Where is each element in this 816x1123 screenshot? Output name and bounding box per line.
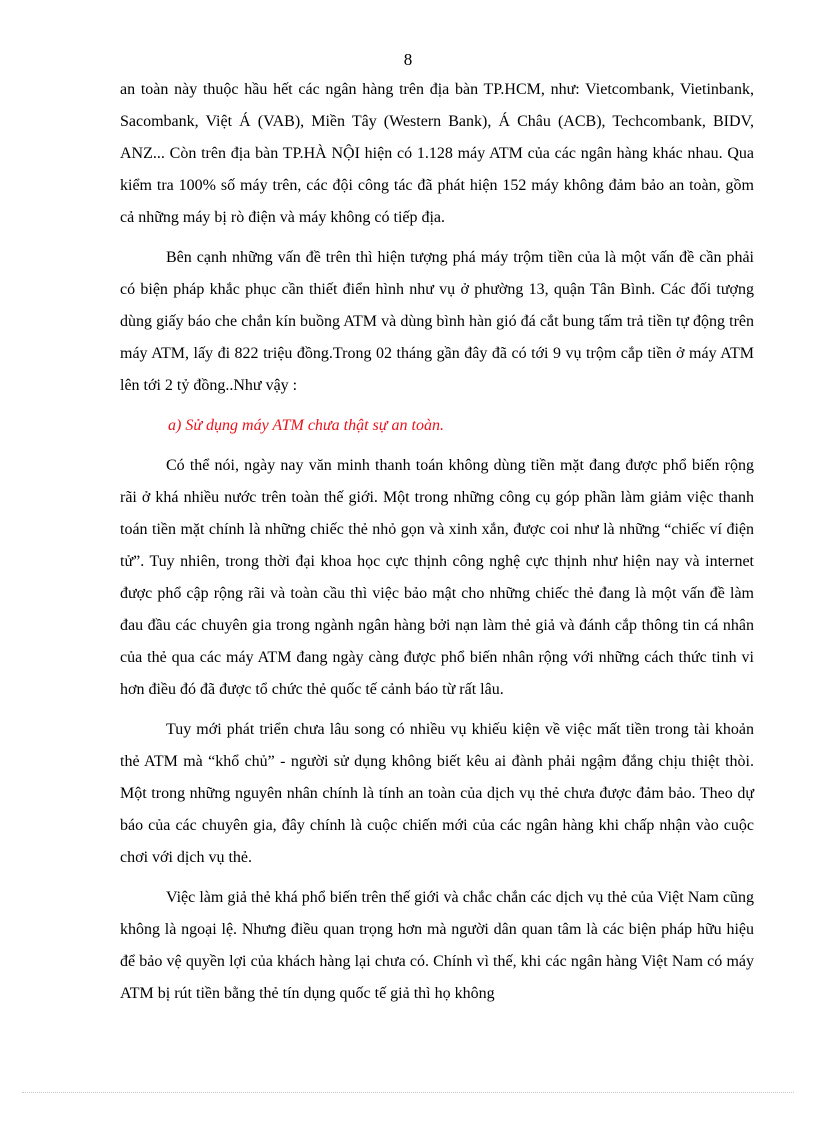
paragraph-card-forgery: Việc làm giả thẻ khá phổ biến trên thế giới và chắc chắn các dịch vụ thẻ của Việt Nam cũng không là ngoại lệ. Nhưng điều quan trọng hơn mà người dân quan tâm là các biện pháp hữu hiệu để bảo vệ quyền lợi của khách hàng lại chưa có. Chính vì thế, khi các ngân hàng Việt Nam có máy ATM bị rút tiền bằng thẻ tín dụng quốc tế giả thì họ không [120, 889, 754, 1002]
paragraph-complaints: Tuy mới phát triển chưa lâu song có nhiều vụ khiếu kiện về việc mất tiền trong tài khoản thẻ ATM mà “khổ chủ” - người sử dụng không biết kêu ai đành phải ngậm đắng chịu thiệt thòi. Một trong những nguyên nhân chính là tính an toàn của dịch vụ thẻ chưa được đảm bảo. Theo dự báo của các chuyên gia, đây chính là cuộc chiến mới của các ngân hàng khi chấp nhận vào cuộc chơi với dịch vụ thẻ. [120, 721, 754, 866]
paragraph-continuation: an toàn này thuộc hầu hết các ngân hàng trên địa bàn TP.HCM, như: Vietcombank, Vietinbank, Sacombank, Việt Á (VAB), Miền Tây (Western Bank), Á Châu (ACB), Techcombank, BIDV, ANZ... Còn trên địa bàn TP.HÀ NỘI hiện có 1.128 máy ATM của các ngân hàng khác nhau. Qua kiểm tra 100% số máy trên, các đội công tác đã phát hiện 152 máy không đảm bảo an toàn, gồm cả những máy bị rò điện và máy không có tiếp địa. [120, 81, 754, 226]
section-heading-a: a) Sử dụng máy ATM chưa thật sự an toàn. [168, 417, 444, 434]
paragraph-atm-theft: Bên cạnh những vấn đề trên thì hiện tượng phá máy trộm tiền của là một vấn đề cần phải có biện pháp khắc phục cần thiết điển hình như vụ ở phường 13, quận Tân Bình. Các đối tượng dùng giấy báo che chắn kín buồng ATM và dùng bình hàn gió đá cắt bung tấm trả tiền tự động trên máy ATM, lấy đi 822 triệu đồng.Trong 02 tháng gần đây đã có tới 9 vụ trộm cắp tiền ở máy ATM lên tới 2 tỷ đồng..Như vậy : [120, 249, 754, 394]
page-bottom-divider [22, 1092, 794, 1093]
document-body [120, 74, 754, 1010]
paragraph-cashless-payment: Có thể nói, ngày nay văn minh thanh toán không dùng tiền mặt đang được phổ biến rộng rãi ở khá nhiều nước trên toàn thế giới. Một trong những công cụ góp phần làm giảm việc thanh toán tiền mặt chính là những chiếc thẻ nhỏ gọn và xinh xắn, được coi như là những “chiếc ví điện tử”. Tuy nhiên, trong thời đại khoa học cực thịnh công nghệ cực thịnh như hiện nay và internet được phổ cập rộng rãi và toàn cầu thì việc bảo mật cho những chiếc thẻ đang là một vấn đề làm đau đầu các chuyên gia trong ngành ngân hàng bởi nạn làm thẻ giả và đánh cắp thông tin cá nhân của thẻ qua các máy ATM đang ngày càng được phổ biến nhân rộng với những cách thức tinh vi hơn điều đó đã được tổ chức thẻ quốc tế cảnh báo từ rất lâu. [120, 457, 754, 698]
page-number: 8 [403, 50, 413, 69]
